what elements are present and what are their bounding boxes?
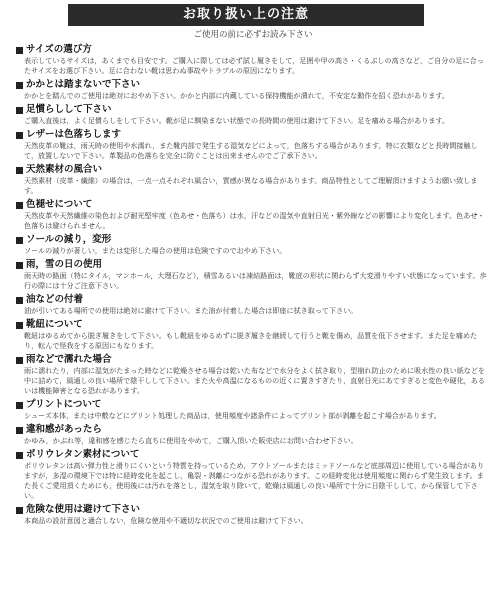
section-heading (16, 164, 490, 176)
page-title: お取り扱い上の注意 (68, 4, 424, 26)
square-bullet-icon (16, 237, 23, 244)
section-body: 天然皮革や天然繊維の染色および耐光堅牢度（色あせ・色落ち）は水，汗などの湿気や直射日光・紫外線などの影響により変化します。色あせ・色落ちは避けられません。 (24, 211, 485, 230)
square-bullet-icon (16, 107, 23, 114)
square-bullet-icon (16, 132, 23, 139)
care-section (16, 164, 490, 196)
care-section (16, 294, 490, 316)
section-heading (16, 504, 490, 516)
section-body: 天然素材（皮革・繊維）の場合は，一点一点それぞれ風合い，質感が異なる場合があります。商品特性としてご理解頂けますようお願い致します。 (24, 176, 478, 195)
section-heading-text: 足慣らしして下さい (26, 104, 112, 115)
section-heading-text: プリントについて (26, 399, 102, 410)
section-heading (16, 319, 490, 331)
section-body: 靴紐はゆるめてから脱ぎ履きをして下さい。もし靴紐をゆるめずに脱ぎ履きを継続して行うと靴を傷め，品質を低下させます。また足を痛めたり，転んで怪我をする原因にもなります。 (24, 331, 478, 350)
section-heading-text: かかとは踏まないで下さい (26, 79, 141, 90)
square-bullet-icon (16, 167, 23, 174)
square-bullet-icon (16, 297, 23, 304)
section-heading-text: レザーは色落ちします (26, 129, 122, 140)
section-body: ソールの減りが著しい，または変形した場合の使用は危険ですのでおやめ下さい。 (24, 246, 287, 255)
care-section (16, 424, 490, 446)
section-body: ご購入直後は，よく足慣らしをして下さい。靴が足に馴染まない状態での長時間の使用は避けて下さい。足を痛める場合があります。 (24, 116, 450, 125)
care-section (16, 199, 490, 231)
care-section (16, 234, 490, 256)
care-section (16, 259, 490, 291)
square-bullet-icon (16, 427, 23, 434)
care-section (16, 129, 490, 161)
square-bullet-icon (16, 322, 23, 329)
section-heading-text: 違和感があったら (26, 424, 102, 435)
square-bullet-icon (16, 507, 23, 514)
care-section (16, 449, 490, 501)
section-heading-text: ポリウレタン素材について (26, 449, 140, 460)
square-bullet-icon (16, 452, 23, 459)
section-body: 雨に濡れたり，内部に湿気がたまった時などに乾燥させる場合は乾いた布などで水分をよく拭き取り，型崩れ防止のために吸水性の良い紙などを中に詰めて，風通しの良い場所で陰干しして下さい。また火や高温になるものの近くに置きすぎたり，直射日光にあてすぎると変色や硬化，あるいは機能障害となる恐れがあります。 (24, 366, 486, 395)
section-heading-text: 雨，雪の日の使用 (26, 259, 103, 270)
care-section (16, 399, 490, 421)
care-section (16, 319, 490, 351)
section-heading (16, 199, 490, 211)
section-heading (16, 234, 490, 246)
section-heading-text: 雨などで濡れた場合 (26, 354, 112, 365)
care-section (16, 44, 490, 76)
section-body: 本商品の設計意図と適合しない，危険な使用や不適切な状況でのご使用は避けて下さい。 (24, 516, 308, 525)
section-body: 油が引いてある場所での使用は絶対に避けて下さい。また油が付着した場合は即座に拭き取って下さい。 (24, 306, 358, 315)
section-heading (16, 79, 490, 91)
section-heading-text: 天然素材の風合い (26, 164, 103, 175)
square-bullet-icon (16, 262, 23, 269)
section-heading-text: 危険な使用は避けて下さい (26, 504, 141, 515)
section-body: かゆみ，かぶれ等，違和感を感じたら直ちに使用をやめて，ご購入頂いた販売店にお問い合わせ下さい。 (24, 436, 358, 445)
section-heading-text: 色褪せについて (26, 199, 93, 210)
section-heading (16, 424, 490, 436)
page-subtitle: ご使用の前に必ずお読み下さい (193, 30, 313, 40)
section-body: ポリウレタンは高い弾力性と滑りにくいという特質を持っているため，アウトソールまたはミッドソールなど底部周辺に使用している場合がありますが，多湿の環境下では特に経時変化を起こし，亀裂・剥離につながる恐れがあります。この経時変化は使用頻度に関わらず発生致します。また長くご愛用頂くためにも，使用後には汚れを落とし，湿気を取り除いて，乾燥は風通しの良い場所で十分に日陰干しして，から保管して下さい。 (24, 461, 485, 500)
section-heading-text: サイズの選び方 (26, 44, 92, 55)
square-bullet-icon (16, 82, 23, 89)
section-heading (16, 399, 490, 411)
care-section (16, 504, 490, 526)
section-heading (16, 354, 490, 366)
square-bullet-icon (16, 402, 23, 409)
section-heading-text: ソールの減り，変形 (26, 234, 112, 245)
section-heading (16, 294, 490, 306)
section-heading (16, 259, 490, 271)
section-heading-text: 油などの付着 (26, 294, 84, 305)
square-bullet-icon (16, 357, 23, 364)
section-body: シューズ本体，または中敷などにプリント処理した商品は，使用頻度や諸条件によってプリント部が剥離を起こす場合があります。 (24, 411, 441, 420)
section-body: 表示しているサイズは，あくまでも目安です。ご購入に際しては必ず試し履きをして，足囲や甲の高さ・くるぶしの高さなど，ご自分の足に合ったサイズをお選び下さい。足に合わない靴は思わぬ事故やトラブルの原因になります。 (24, 56, 484, 75)
section-heading-text: 靴紐について (26, 319, 83, 330)
section-body: かかとを踏んでのご使用は絶対におやめ下さい。かかと内部に内蔵している保持機能が潰れて，不安定な動作を招く恐れがあります。 (24, 91, 449, 100)
section-body: 天然皮革の靴は，雨天時の使用や水濡れ，また靴内部で発生する湿気などによって，色落ちする場合があります。特に衣類などと長時間接触して，放置しないで下さい。革製品の色落ちを完全に防ぐことは出来ませんのでご了承下さい。 (24, 141, 478, 160)
section-body: 雨天時の路面（特にタイル，マンホール，大理石など），積雪あるいは凍結路面は，靴底の形状に関わらず大変滑りやすい状態になっています。歩行の際には十分ご注意下さい。 (24, 271, 487, 290)
care-section (16, 354, 490, 396)
care-section (16, 79, 490, 101)
sections-list (16, 44, 490, 526)
section-heading (16, 104, 490, 116)
square-bullet-icon (16, 47, 23, 54)
section-heading (16, 129, 490, 141)
square-bullet-icon (16, 202, 23, 209)
section-heading (16, 44, 490, 56)
care-section (16, 104, 490, 126)
section-heading (16, 449, 490, 461)
